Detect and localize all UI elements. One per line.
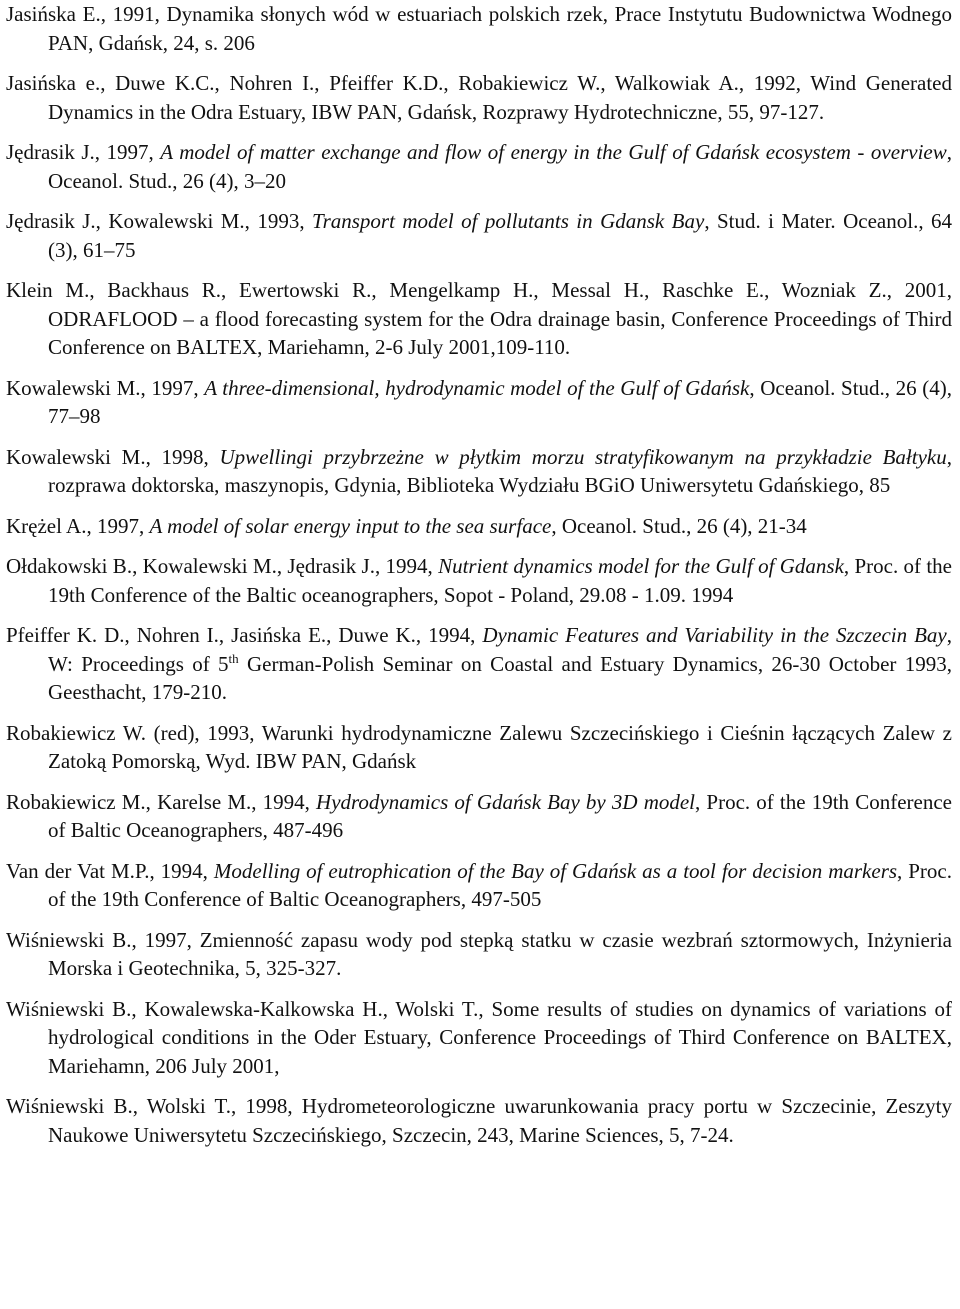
ref-source: , Stud. i Mater. Oceanol., 64 (3), 61–75	[48, 209, 953, 262]
ref-text: Klein M., Backhaus R., Ewertowski R., Mengelkamp H., Messal H., Raschke E., Wozniak Z., 2001, ODRAFLOOD – a flood forecasting system for the Odra drainage basin, Conference Proceedings of Third Conference on BALTEX, Mariehamn, 2-6 July 2001,109-110.	[6, 278, 952, 359]
reference-entry	[6, 276, 952, 362]
ref-title: A model of solar energy input to the sea surface	[149, 513, 552, 538]
ref-authors: Van der Vat M.P., 1994,	[6, 858, 214, 883]
reference-entry	[6, 374, 952, 431]
ref-text: Robakiewicz W. (red), 1993, Warunki hydrodynamiczne Zalewu Szczecińskiego i Cieśnin łączących Zalew z Zatoką Pomorską, Wyd. IBW PAN, Gdańsk	[6, 720, 952, 773]
reference-entry	[6, 857, 952, 914]
reference-entry	[6, 69, 952, 126]
reference-entry	[6, 443, 952, 500]
ref-source: , rozprawa doktorska, maszynopis, Gdynia, Biblioteka Wydziału BGiO Uniwersytetu Gdańskiego, 85	[48, 444, 952, 497]
ref-authors: Kowalewski M., 1997,	[6, 375, 205, 400]
ref-authors: Jędrasik J., Kowalewski M., 1993,	[6, 209, 313, 233]
ref-authors: Kowalewski M., 1998,	[6, 444, 220, 469]
reference-entry	[6, 926, 952, 983]
reference-entry	[6, 0, 952, 57]
ref-title: A three-dimensional, hydrodynamic model of the Gulf of Gdańsk	[204, 375, 750, 400]
ref-title: Nutrient dynamics model for the Gulf of Gdansk	[438, 554, 844, 578]
ref-text: Jasińska e., Duwe K.C., Nohren I., Pfeiffer K.D., Robakiewicz W., Walkowiak A., 1992, Wind Generated Dynamics in the Odra Estuary, IBW PAN, Gdańsk, Rozprawy Hydrotechniczne, 55, 97-127.	[6, 71, 952, 124]
ref-source: , Oceanol. Stud., 26 (4), 77–98	[48, 375, 952, 428]
reference-entry	[6, 995, 952, 1081]
ref-source: , W: Proceedings of 5	[48, 623, 952, 676]
ref-superscript: th	[228, 650, 239, 666]
reference-entry	[6, 1092, 952, 1149]
ref-source: , Proc. of the 19th Conference of the Baltic oceanographers, Sopot - Poland, 29.08 - 1.09. 1994	[48, 554, 952, 607]
ref-source: , Proc. of the 19th Conference of Baltic Oceanographers, 497-505	[48, 858, 952, 911]
reference-entry	[6, 552, 952, 609]
ref-source: , Oceanol. Stud., 26 (4), 3–20	[48, 140, 952, 193]
ref-text: Wiśniewski B., Wolski T., 1998, Hydrometeorologiczne uwarunkowania pracy portu w Szczecinie, Zeszyty Naukowe Uniwersytetu Szczecińskiego, Szczecin, 243, Marine Sciences, 5, 7-24.	[6, 1094, 952, 1147]
ref-text: Wiśniewski B., Kowalewska-Kalkowska H., Wolski T., Some results of studies on dynamics of variations of hydrological conditions in the Oder Estuary, Conference Proceedings of Third Conference on BALTEX, Mariehamn, 206 July 2001,	[6, 996, 952, 1078]
reference-entry	[6, 719, 952, 776]
ref-text: Jasińska E., 1991, Dynamika słonych wód w estuariach polskich rzek, Prace Instytutu Budownictwa Wodnego PAN, Gdańsk, 24, s. 206	[6, 2, 952, 55]
ref-text: Wiśniewski B., 1997, Zmienność zapasu wody pod stepką statku w czasie wezbrań sztormowych, Inżynieria Morska i Geotechnika, 5, 325-327.	[6, 927, 952, 980]
ref-source: , Oceanol. Stud., 26 (4), 21-34	[551, 513, 807, 538]
ref-source-continued: German-Polish Seminar on Coastal and Estuary Dynamics, 26-30 October 1993, Geesthacht, 179-210.	[48, 651, 952, 704]
reference-list	[6, 0, 952, 1149]
ref-title: Upwellingi przybrzeżne w płytkim morzu stratyfikowanym na przykładzie Bałtyku	[219, 444, 947, 469]
ref-source: , Proc. of the 19th Conference of Baltic Oceanographers, 487-496	[48, 789, 952, 842]
ref-title: Dynamic Features and Variability in the Szczecin Bay	[482, 623, 947, 647]
ref-authors: Pfeiffer K. D., Nohren I., Jasińska E., Duwe K., 1994,	[6, 623, 483, 647]
reference-entry	[6, 512, 952, 541]
ref-authors: Jędrasik J., 1997,	[6, 140, 161, 164]
ref-title: Transport model of pollutants in Gdansk Bay	[312, 209, 705, 233]
reference-entry	[6, 621, 952, 707]
ref-title: Modelling of eutrophication of the Bay of Gdańsk as a tool for decision markers	[213, 858, 898, 883]
reference-entry	[6, 788, 952, 845]
ref-authors: Ołdakowski B., Kowalewski M., Jędrasik J., 1994,	[6, 554, 439, 578]
ref-title: A model of matter exchange and flow of energy in the Gulf of Gdańsk ecosystem - overview	[160, 140, 947, 164]
ref-title: Hydrodynamics of Gdańsk Bay by 3D model	[316, 789, 696, 814]
ref-authors: Robakiewicz M., Karelse M., 1994,	[6, 789, 317, 814]
reference-entry	[6, 138, 952, 195]
reference-entry	[6, 207, 952, 264]
ref-authors: Krężel A., 1997,	[6, 513, 150, 538]
